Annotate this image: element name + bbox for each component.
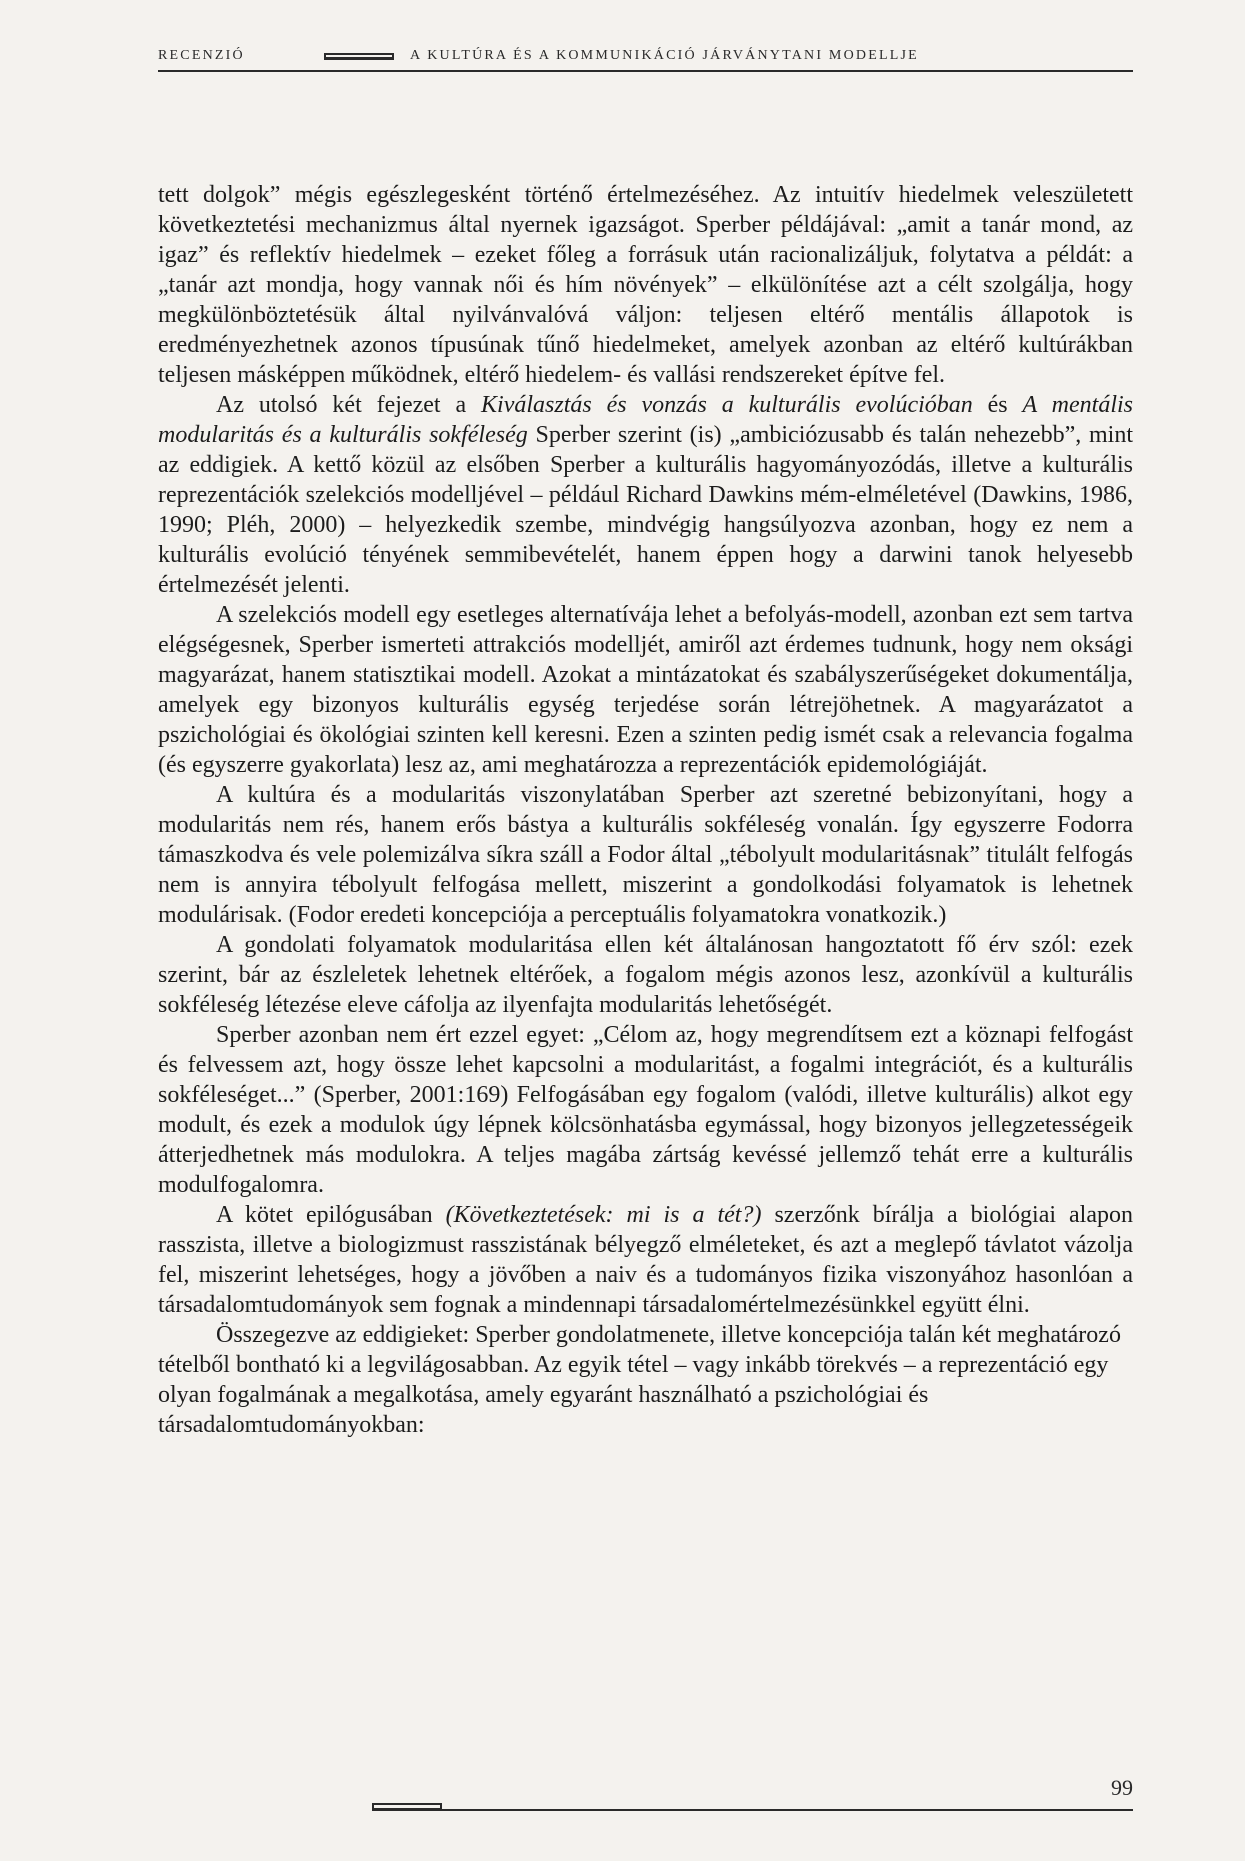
italic-title: Kiválasztás és vonzás a kulturális evolúcióban xyxy=(481,392,973,418)
text-run: A szelekciós modell egy esetleges alternatívája lehet a befolyás-modell, azonban ezt sem tartva elégségesnek, Sperber ismerteti attrakciós modelljét, amiről azt érdemes tudnunk, hogy nem oksági magyarázat, hanem statisztikai modell. Azokat a mintázatokat és szabályszerűségeket dokumentálja, amelyek egy bizonyos kulturális egység terjedése során létrejöhetnek. A magyarázatot a pszichológiai és ökológiai szinten kell keresni. Ezen a szinten pedig ismét csak a relevancia fogalma (és egyszerre gyakorlata) lesz az, ami meghatározza a reprezentációk epidemológiáját. xyxy=(158,602,1133,778)
running-head xyxy=(158,48,1133,64)
text-run: tett dolgok” mégis egészlegesként történő értelmezéséhez. Az intuitív hiedelmek veleszületett következtetési mechanizmus által nyernek igazságot. Sperber példájával: „amit a tanár mond, az igaz” és reflektív hiedelmek – ezeket főleg a forrásuk után racionalizáljuk, folytatva a példát: a „tanár azt mondja, hogy vannak női és hím növények” – elkülönítése azt a célt szolgálja, hogy megkülönböztetésük által nyilvánvalóvá váljon: teljesen eltérő mentális állapotok is eredményezhetnek azonos típusúnak tűnő hiedelmeket, amelyek azonban az eltérő kultúrákban teljesen másképpen működnek, eltérő hiedelem- és vallási rendszereket építve fel. xyxy=(158,182,1133,388)
paragraph-8 xyxy=(158,1320,1133,1440)
page-number: 99 xyxy=(1111,1775,1133,1800)
text-run: Az utolsó két fejezet a xyxy=(216,392,482,418)
body-text xyxy=(158,180,1133,1440)
header-rule xyxy=(158,70,1133,72)
italic-title: (Következtetések: mi is a tét?) xyxy=(445,1202,762,1228)
paragraph-2 xyxy=(158,390,1133,600)
text-run: és xyxy=(972,392,1023,418)
paragraph-5 xyxy=(158,930,1133,1020)
text-run: Összegezve az eddigieket: Sperber gondolatmenete, illetve koncepciója talán két meghatározó tételből bontható ki a legvilágosabban. Az egyik tétel – vagy inkább törekvés – a reprezentáció egy olyan fogalmának a megalkotása, amely egyaránt használható a pszichológiai és társadalomtudományokban: xyxy=(158,1322,1121,1438)
running-head-ornament xyxy=(324,53,394,60)
paragraph-7 xyxy=(158,1200,1133,1320)
text-run: A kötet epilógusában xyxy=(216,1202,446,1228)
italic-title: A mentális modularitás és a kulturális sokféleség xyxy=(158,392,1133,448)
text-run: szerzőnk bírálja a biológiai alapon rasszista, illetve a biologizmust rasszistának bélyegző elméleteket, és azt a meglepő távlatot vázolja fel, miszerint lehetséges, hogy a jövőben a naiv és a tudományos fizika viszonyához hasonlóan a társadalomtudományok sem fognak a mindennapi társadalomértelmezésünkkel együtt élni. xyxy=(158,1202,1133,1318)
text-run: A kultúra és a modularitás viszonylatában Sperber azt szeretné bebizonyítani, hogy a modularitás nem rés, hanem erős bástya a kulturális sokféleség vonalán. Így egyszerre Fodorra támaszkodva és vele polemizálva síkra száll a Fodor által „tébolyult modularitásnak” titulált felfogás nem is annyira tébolyult felfogása mellett, miszerint a gondolkodási folyamatok is lehetnek modulárisak. (Fodor eredeti koncepciója a perceptuális folyamatokra vonatkozik.) xyxy=(158,782,1133,928)
paragraph-4 xyxy=(158,780,1133,930)
paragraph-6 xyxy=(158,1020,1133,1200)
footer-rule xyxy=(442,1809,1133,1811)
footer-ornament xyxy=(372,1803,442,1811)
paragraph-3 xyxy=(158,600,1133,780)
running-head-section: RECENZIÓ xyxy=(158,48,245,63)
running-head-title: A KULTÚRA ÉS A KOMMUNIKÁCIÓ JÁRVÁNYTANI MODELLJE xyxy=(410,48,919,63)
text-run: Sperber szerint (is) „ambiciózusabb és talán nehezebb”, mint az eddigiek. A kettő közül az elsőben Sperber a kulturális hagyományozódás, illetve a kulturális reprezentációk szelekciós modelljével – például Richard Dawkins mém-elméletével (Dawkins, 1986, 1990; Pléh, 2000) – helyezkedik szembe, mindvégig hangsúlyozva azonban, hogy ez nem a kulturális evolúció tényének semmibevételét, hanem éppen hogy a darwini tanok helyesebb értelmezését jelenti. xyxy=(158,422,1134,598)
paragraph-1 xyxy=(158,180,1133,390)
text-run: Sperber azonban nem ért ezzel egyet: „Célom az, hogy megrendítsem ezt a köznapi felfogást és felvessem azt, hogy össze lehet kapcsolni a modularitást, a fogalmi integrációt, és a kulturális sokféleséget...” (Sperber, 2001:169) Felfogásában egy fogalom (valódi, illetve kulturális) alkot egy modult, és ezek a modulok úgy lépnek kölcsönhatásba egymással, hogy bizonyos jellegzetességeik átterjedhetnek más modulokra. A teljes magába zártság kevéssé jellemző tehát erre a kulturális modulfogalomra. xyxy=(158,1022,1133,1198)
text-run: A gondolati folyamatok modularitása ellen két általánosan hangoztatott fő érv szól: ezek szerint, bár az észleletek lehetnek eltérőek, a fogalom mégis azonos lesz, azonkívül a kulturális sokféleség létezése eleve cáfolja az ilyenfajta modularitás lehetőségét. xyxy=(158,932,1133,1018)
